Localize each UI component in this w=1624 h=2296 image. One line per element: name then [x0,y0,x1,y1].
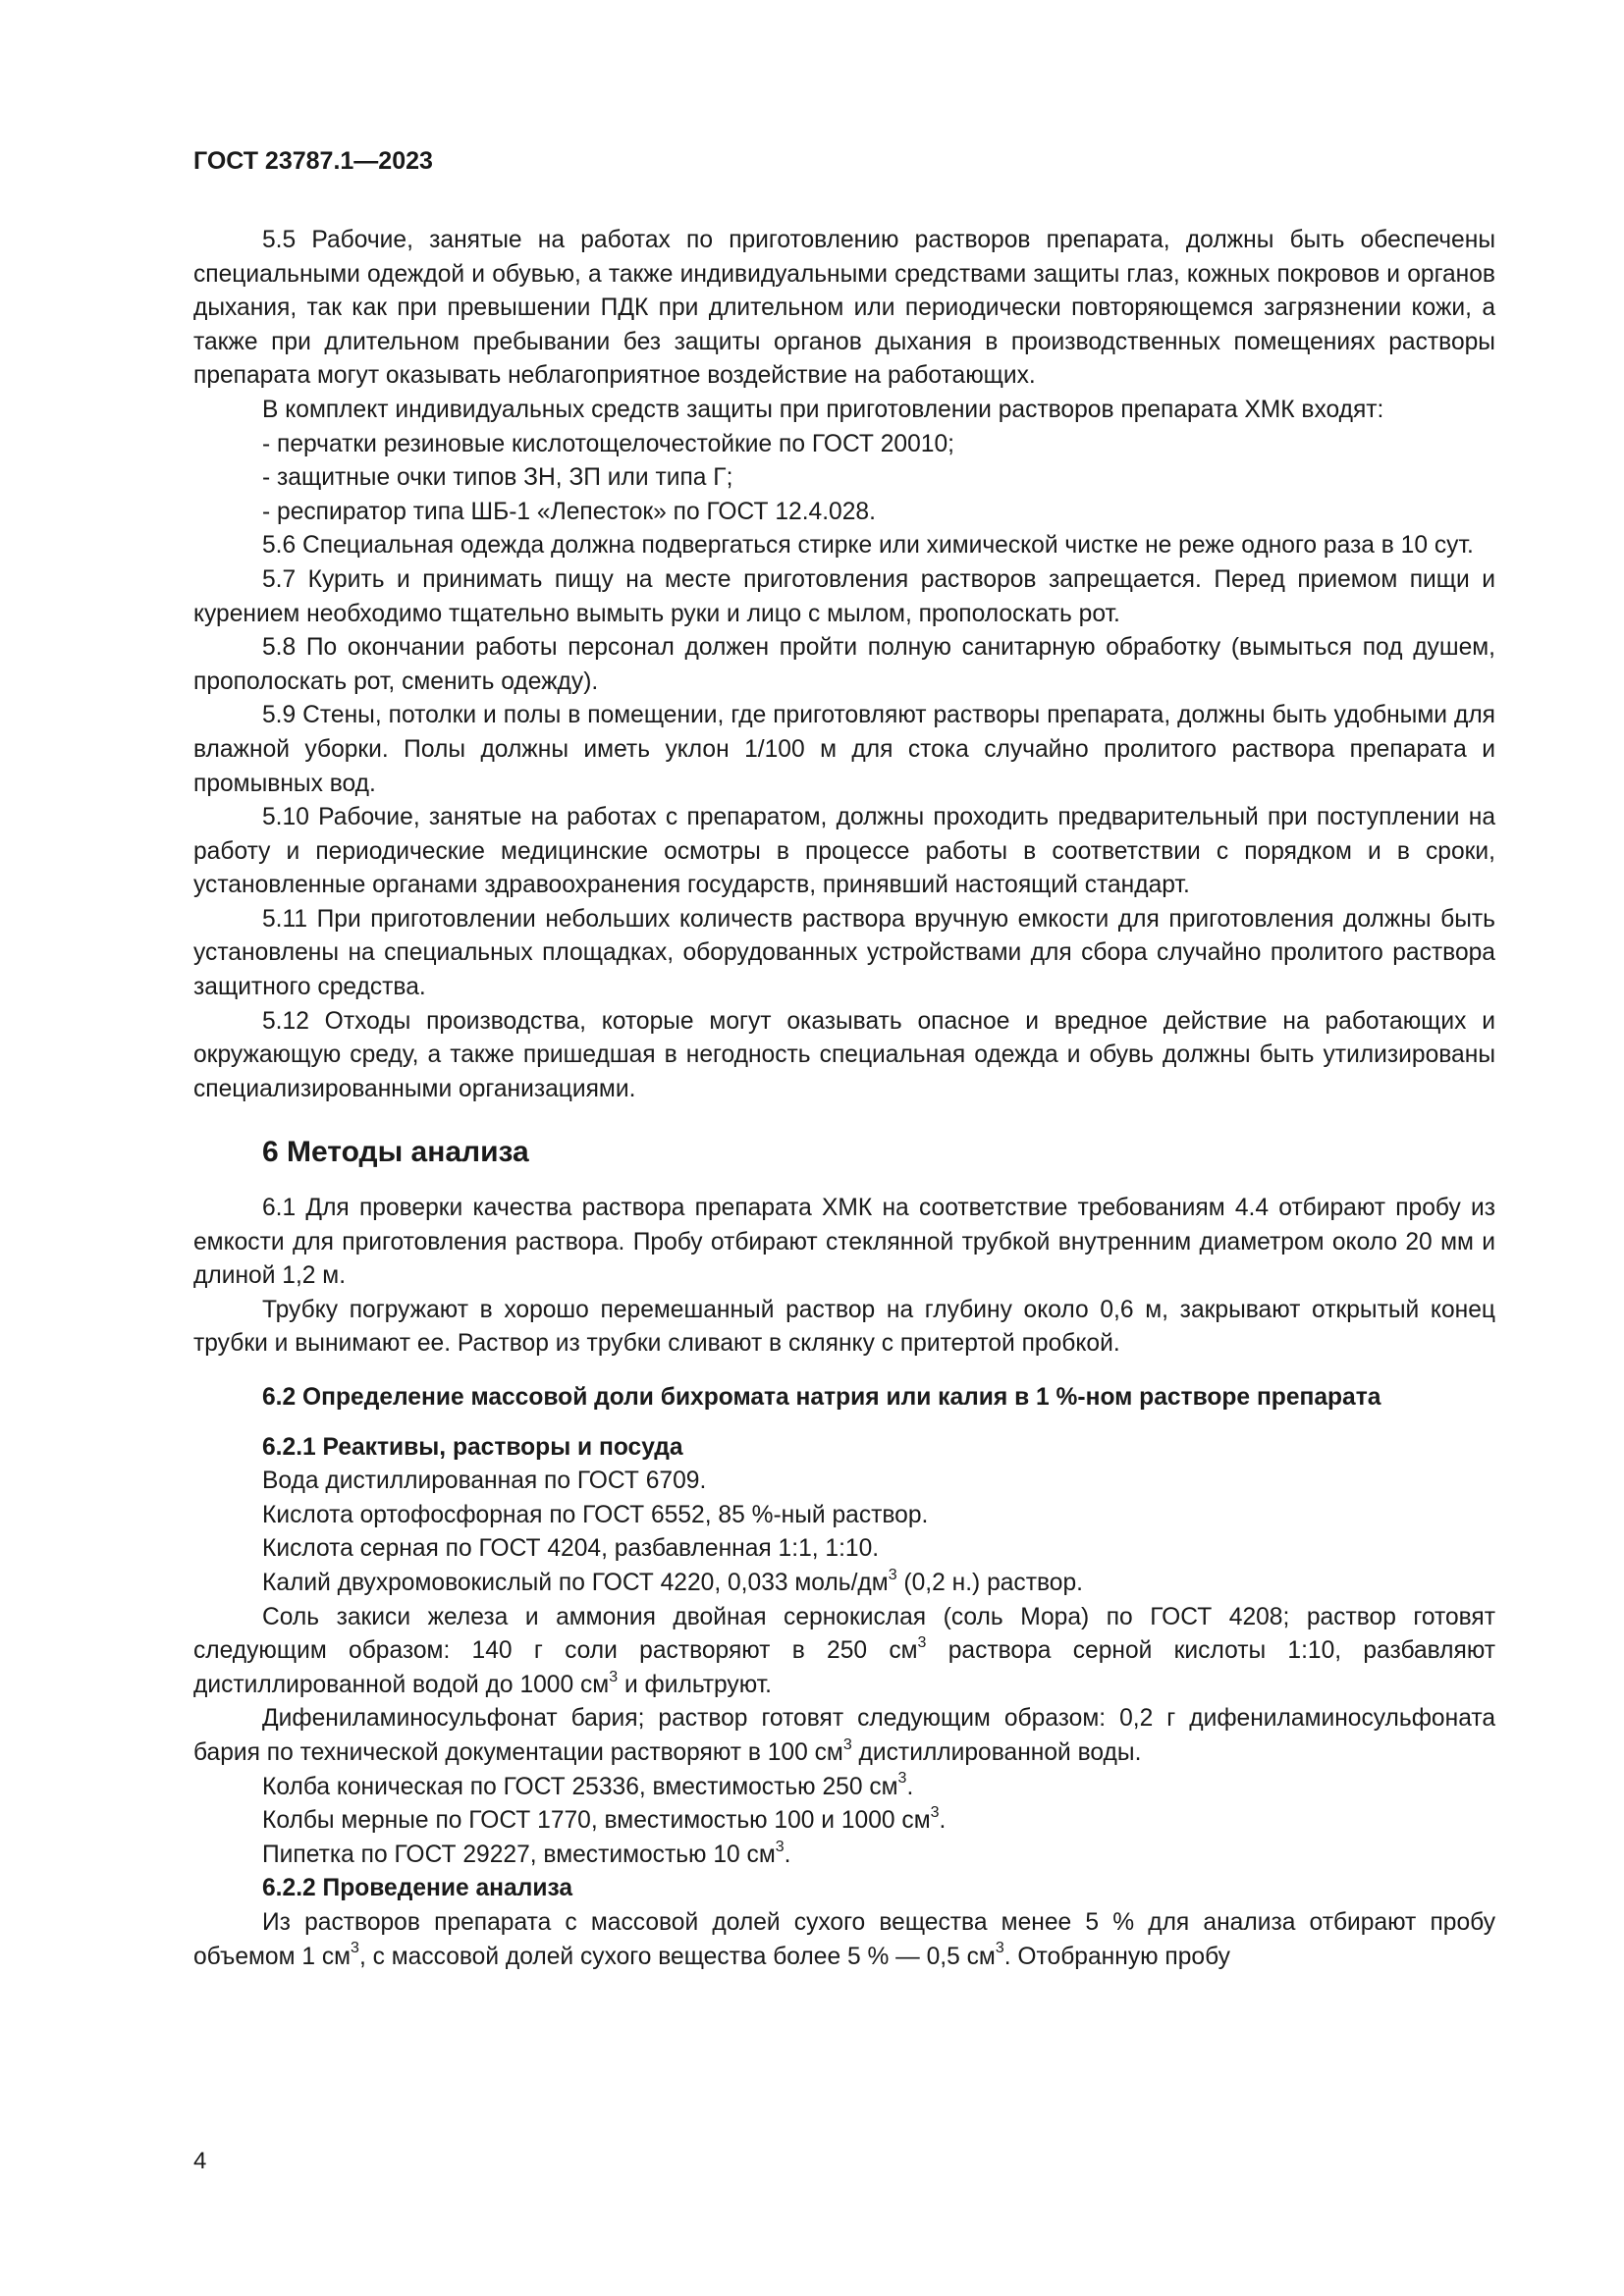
reagent-text: . [939,1807,947,1835]
superscript: 3 [917,1633,927,1651]
paragraph-6-2-2 [193,1906,1495,1974]
paragraph-5-9: 5.9 Стены, потолки и полы в помещении, где приготовляют растворы препарата, должны быть удобными для влажной уборки. Полы должны иметь уклон 1/100 м для стока случайно пролитого раствора препарата и промывных вод. [193,702,1495,797]
paragraph-5-7: 5.7 Курить и принимать пищу на месте приготовления растворов запрещается. Перед приемом пищи и курением необходимо тщательно вымыть руки и лицо с мылом, прополоскать рот. [193,565,1495,627]
paragraph-text: . Отобранную пробу [1003,1943,1230,1970]
page-number: 4 [193,2148,207,2174]
paragraph-5-10: 5.10 Рабочие, занятые на работах с препаратом, должны проходить предварительный при поступлении на работу и периодические медицинские осмотры в процессе работы в соответствии с порядком и в сроки, установленные органами здравоохранения государств, принявший настоящий стандарт. [193,804,1495,899]
paragraph-6-1: 6.1 Для проверки качества раствора препарата ХМК на соответствие требованиям 4.4 отбирают пробу из емкости для приготовления раствора. Пробу отбирают стеклянной трубкой внутренним диаметром около 20 мм и длиной 1,2 м. [193,1195,1495,1290]
reagent-text: Колбы мерные по ГОСТ 1770, вместимостью 100 и 1000 см [262,1807,931,1835]
reagent-item [193,1601,1495,1703]
paragraph-5-5-ppe-intro: В комплект индивидуальных средств защиты при приготовлении растворов препарата ХМК входят: [262,396,1384,423]
paragraph-5-11: 5.11 При приготовлении небольших количеств раствора вручную емкости для приготовления должны быть установлены на специальных площадках, оборудованных устройствами для сбора случайно пролитого раствора защитного средства. [193,905,1495,1001]
paragraph-5-8: 5.8 По окончании работы персонал должен пройти полную санитарную обработку (вымыться под душем, прополоскать рот, сменить одежду). [193,634,1495,695]
ppe-list-item: - защитные очки типов ЗН, ЗП или типа Г; [262,464,733,492]
reagent-item: Кислота ортофосфорная по ГОСТ 6552, 85 %-ный раствор. [262,1501,929,1528]
reagent-text: и фильтруют. [618,1671,772,1698]
reagent-item [193,1839,1495,1873]
superscript: 3 [351,1940,359,1957]
ppe-list-item: - респиратор типа ШБ-1 «Лепесток» по ГОСТ 12.4.028. [262,498,876,525]
reagent-text: (0,2 н.) раствор. [896,1569,1083,1596]
section-6-2-1-heading: 6.2.1 Реактивы, растворы и посуда [262,1433,683,1461]
section-6-2-heading: 6.2 Определение массовой доли бихромата натрия или калия в 1 %-ном растворе препарата [262,1384,1381,1411]
paragraph-text: Из растворов препарата с массовой долей сухого вещества менее 5 % для анализа отбирают пробу объемом 1 см [193,1908,1495,1970]
reagent-text: Колба коническая по ГОСТ 25336, вместимостью 250 см [262,1773,898,1800]
reagent-text: Дифениламиносульфонат бария; раствор готовят следующим образом: 0,2 г дифениламиносульфоната бария по технической документации растворяют в 100 см [193,1705,1495,1766]
paragraph-text: , с массовой долей сухого вещества более 5 % — 0,5 см [358,1943,996,1970]
superscript: 3 [897,1770,907,1788]
superscript: 3 [930,1803,940,1821]
section-6-2-2-heading: 6.2.2 Проведение анализа [262,1875,573,1902]
section-6-heading: 6 Методы анализа [262,1136,529,1169]
superscript: 3 [842,1735,852,1753]
reagent-text: . [906,1773,914,1800]
reagent-item: Кислота серная по ГОСТ 4204, разбавленная 1:1, 1:10. [262,1535,880,1563]
superscript: 3 [609,1668,619,1685]
superscript: 3 [888,1566,897,1583]
paragraph-5-12: 5.12 Отходы производства, которые могут оказывать опасное и вредное действие на работающих и окружающую среду, а также пришедшая в негодность специальная одежда и обувь должны быть утилизированы специализированными организациями. [193,1007,1495,1102]
reagent-text: Калий двухромовокислый по ГОСТ 4220, 0,033 моль/дм [262,1569,889,1596]
paragraph-6-1-continued: Трубку погружают в хорошо перемешанный раствор на глубину около 0,6 м, закрывают открытый конец трубки и вынимают ее. Раствор из трубки сливают в склянку с притертой пробкой. [193,1296,1495,1358]
reagent-item [193,1771,1495,1805]
paragraph-5-6: 5.6 Специальная одежда должна подвергаться стирке или химической чистке не реже одного раза в 10 сут. [262,532,1474,560]
paragraph-5-5: 5.5 Рабочие, занятые на работах по приготовлению растворов препарата, должны быть обеспечены специальными одеждой и обувью, а также индивидуальными средствами защиты глаз, кожных покровов и органов дыхания, так как при превышении ПДК при длительном или периодически повторяющемся загрязнении кожи, а также при длительном пребывании без защиты органов дыхания в производственных помещениях растворы препарата могут оказывать неблагоприятное воздействие на работающих. [193,227,1495,390]
superscript: 3 [775,1838,785,1855]
document-body [193,224,1495,1974]
reagent-text: Соль закиси железа и аммония двойная сернокислая (соль Мора) по ГОСТ 4208; раствор готовят следующим образом: 140 г соли растворяют в 250 см [193,1603,1495,1665]
reagent-text: дистиллированной воды. [851,1738,1142,1766]
superscript: 3 [995,1940,1004,1957]
reagent-item [193,1804,1495,1839]
reagent-item [193,1702,1495,1770]
reagent-text: . [784,1841,791,1868]
reagent-text: раствора серной кислоты 1:10, разбавляют дистиллированной водой до 1000 см [193,1637,1495,1698]
reagent-item [193,1567,1495,1601]
reagent-text: Пипетка по ГОСТ 29227, вместимостью 10 см [262,1841,776,1868]
reagent-item: Вода дистиллированная по ГОСТ 6709. [262,1468,707,1495]
ppe-list-item: - перчатки резиновые кислотощелочестойкие по ГОСТ 20010; [262,430,954,457]
document-code-header: ГОСТ 23787.1—2023 [193,147,433,175]
